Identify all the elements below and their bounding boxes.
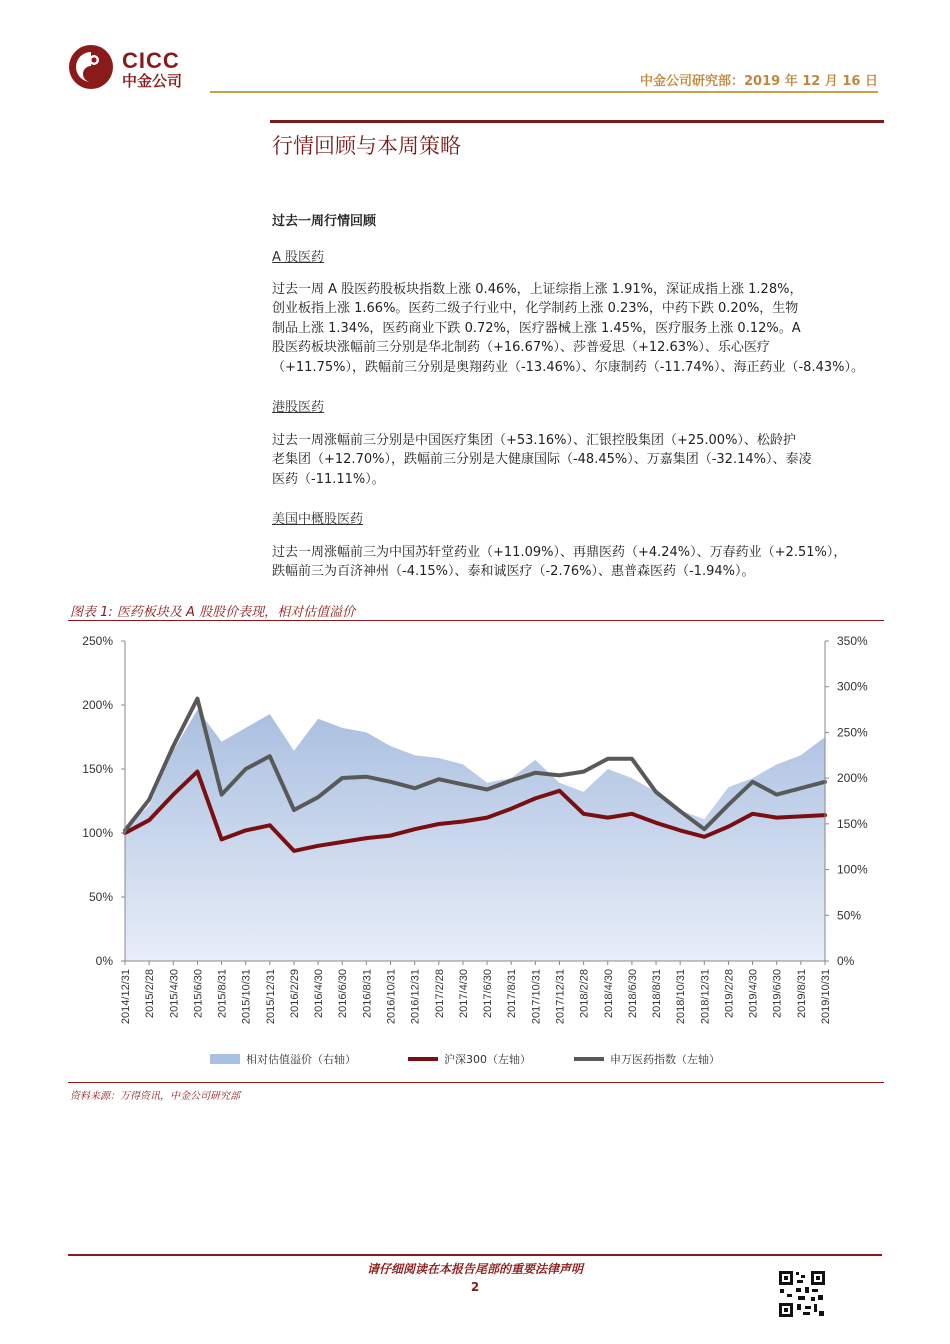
y-left-tick-label: 0% xyxy=(95,954,113,968)
header-date: 中金公司研究部：2019 年 12 月 16 日 xyxy=(640,74,878,89)
x-tick-label: 2016/2/29 xyxy=(289,969,301,1018)
y-right-tick-label: 150% xyxy=(837,816,868,831)
y-left-tick-label: 50% xyxy=(88,890,113,904)
x-tick-label: 2017/2/28 xyxy=(433,969,446,1018)
x-tick-label: 2015/4/30 xyxy=(168,969,181,1018)
y-left-tick-label: 100% xyxy=(82,826,113,840)
x-tick-label: 2014/12/31 xyxy=(120,969,132,1025)
x-tick-label: 2015/12/31 xyxy=(264,969,277,1025)
x-tick-label: 2019/4/30 xyxy=(747,969,760,1018)
x-tick-label: 2017/10/31 xyxy=(530,969,543,1025)
x-tick-label: 2017/6/30 xyxy=(482,969,495,1018)
x-tick-label: 2018/12/31 xyxy=(699,969,712,1025)
y-right-tick-label: 200% xyxy=(837,771,868,786)
footer-disclaimer: 请仔细阅读在本报告尾部的重要法律声明 xyxy=(366,1262,583,1276)
section-rule xyxy=(270,120,884,123)
x-tick-label: 2016/4/30 xyxy=(313,969,326,1018)
text-line: 医药（-11.11%）。 xyxy=(272,471,385,487)
figure-source: 资料来源：万得资讯，中金公司研究部 xyxy=(70,1091,240,1102)
y-right-tick-label: 100% xyxy=(837,862,868,877)
text-line: 跌幅前三为百济神州（-4.15%）、泰和诚医疗（-2.76%）、惠普森医药（-1.94%）。 xyxy=(272,564,755,580)
x-tick-label: 2015/6/30 xyxy=(192,969,205,1018)
x-tick-label: 2016/6/30 xyxy=(337,969,350,1018)
x-tick-label: 2018/10/31 xyxy=(675,969,688,1025)
x-tick-label: 2015/8/31 xyxy=(216,969,229,1018)
x-tick-label: 2017/12/31 xyxy=(554,969,567,1025)
x-tick-label: 2015/2/28 xyxy=(144,969,157,1018)
x-tick-label: 2018/4/30 xyxy=(602,969,615,1018)
text-line: 过去一周 A 股医药股板块指数上涨 0.46%，上证综指上涨 1.91%，深证成指上涨 1.28%， xyxy=(272,282,803,297)
x-tick-label: 2019/10/31 xyxy=(820,969,832,1025)
section-title: 行情回顾与本周策略 xyxy=(272,134,461,158)
text-line: 过去一周涨幅前三为中国苏轩堂药业（+11.09%）、再鼎医药（+4.24%）、万春药业（+2.51%）， xyxy=(272,545,847,560)
subsection-title-us: 美国中概股医药 xyxy=(272,512,364,527)
page-number: 2 xyxy=(470,1280,480,1294)
legend-label: 申万医药指数（左轴） xyxy=(610,1053,720,1066)
x-tick-label: 2017/8/31 xyxy=(506,969,519,1018)
y-left-tick-label: 200% xyxy=(82,698,113,712)
x-tick-label: 2017/4/30 xyxy=(457,969,470,1018)
logo-text-en: CICC xyxy=(122,48,180,73)
subsection-title-a-share: A 股医药 xyxy=(272,250,325,265)
legend-label: 沪深300（左轴） xyxy=(444,1053,531,1066)
y-right-tick-label: 50% xyxy=(837,908,862,923)
paragraph-hk xyxy=(272,431,884,489)
text-line: （+11.75%），跌幅前三分别是奥翔药业（-13.46%）、尔康制药（-11.74%）、海正药业（-8.43%）。 xyxy=(272,359,864,375)
x-tick-label: 2016/8/31 xyxy=(361,969,374,1018)
x-tick-label: 2018/6/30 xyxy=(626,969,639,1018)
x-tick-label: 2015/10/31 xyxy=(240,969,253,1025)
text-line: 股医药板块涨幅前三分别是华北制药（+16.67%）、莎普爱思（+12.63%）、乐心医疗 xyxy=(272,340,770,356)
y-right-tick-label: 250% xyxy=(837,725,868,740)
subsection-title-hk: 港股医药 xyxy=(272,400,325,415)
chart-legend xyxy=(210,1052,720,1066)
text-line: 老集团（+12.70%），跌幅前三分别是大健康国际（-48.45%）、万嘉集团（-32.14%）、泰凌 xyxy=(272,452,812,468)
footer-rule xyxy=(68,1254,882,1256)
y-right-tick-label: 300% xyxy=(837,679,868,694)
text-line: 创业板指上涨 1.66%。医药二级子行业中，化学制药上涨 0.23%，中药下跌 0.20%，生物 xyxy=(272,301,799,317)
qr-code-icon xyxy=(778,1270,826,1318)
x-tick-label: 2016/10/31 xyxy=(385,969,398,1025)
price-chart xyxy=(68,628,884,1080)
x-tick-label: 2019/8/31 xyxy=(795,969,808,1018)
cicc-logo-icon xyxy=(68,44,114,90)
paragraph-a-share xyxy=(272,280,884,377)
paragraph-us xyxy=(272,543,884,582)
figure-bottom-rule xyxy=(68,1082,884,1083)
y-right-tick-label: 0% xyxy=(837,954,855,968)
figure-title: 图表 1: 医药板块及 A 股股价表现，相对估值溢价 xyxy=(70,605,356,620)
x-tick-label: 2018/8/31 xyxy=(651,969,663,1018)
x-tick-label: 2016/12/31 xyxy=(409,969,422,1025)
figure-top-rule xyxy=(68,620,884,621)
legend-label: 相对估值溢价（右轴） xyxy=(246,1053,356,1066)
y-left-tick-label: 150% xyxy=(82,762,113,776)
y-right-tick-label: 350% xyxy=(837,634,868,648)
header-rule xyxy=(210,91,878,93)
logo-text-cn: 中金公司 xyxy=(122,72,183,90)
sub-heading: 过去一周行情回顾 xyxy=(272,214,377,229)
legend-swatch-area xyxy=(210,1054,240,1064)
text-line: 过去一周涨幅前三分别是中国医疗集团（+53.16%）、汇银控股集团（+25.00%）、松龄护 xyxy=(272,433,796,448)
text-line: 制品上涨 1.34%，医药商业下跌 0.72%，医疗器械上涨 1.45%，医疗服务上涨 0.12%。A xyxy=(272,320,801,336)
y-left-tick-label: 250% xyxy=(82,634,113,648)
x-tick-label: 2019/2/28 xyxy=(723,969,736,1018)
x-tick-label: 2018/2/28 xyxy=(578,969,591,1018)
x-tick-label: 2019/6/30 xyxy=(771,969,784,1018)
